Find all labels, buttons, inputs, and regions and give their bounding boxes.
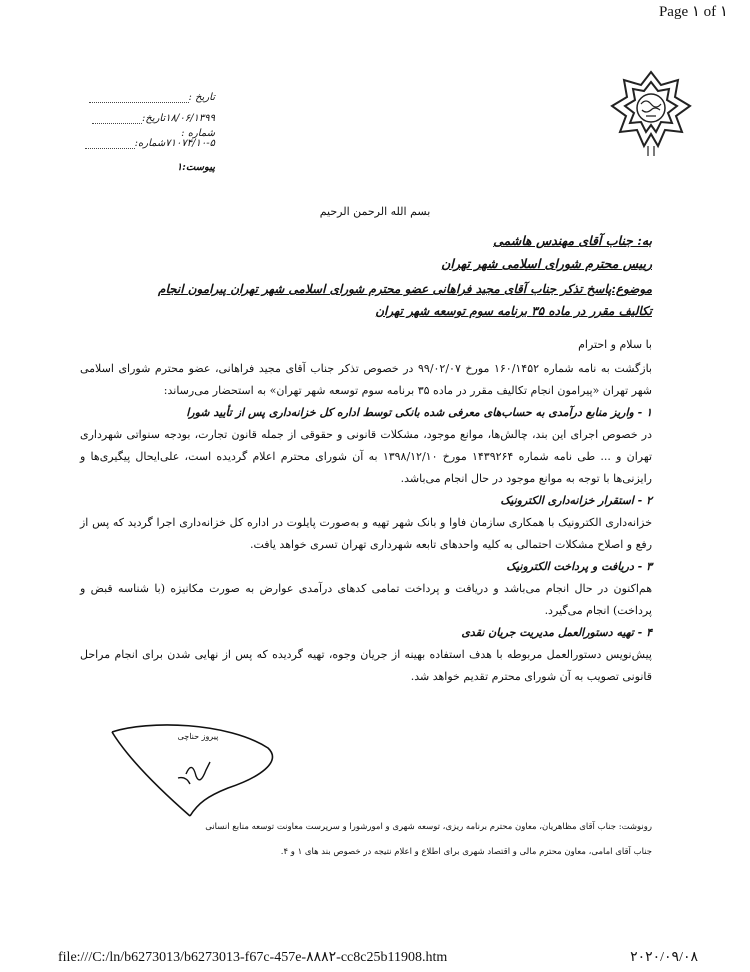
intro-paragraph: بازگشت به نامه شماره ۱۶۰/۱۴۵۲ مورخ ۹۹/۰۲/۰۷ در خصوص تذکر جناب آقای مجید فراهانی، عضو محترم شورای اسلامی شهر تهران «پیرامون انجام تکالیف مقرر در ماده ۳۵ برنامه سوم توسعه شهر تهران» به استحضار می‌رساند: [80, 362, 652, 397]
file-path: file:///C:/ln/b6273013/b6273013-f67c-457e-۸۸۸۲-cc8c25b11908.htm [58, 950, 448, 965]
date-label [85, 92, 215, 103]
date-dots [89, 102, 189, 103]
number-label-text: شماره : [181, 128, 215, 139]
section-1-heading: ۱ - واریز منابع درآمدی به حساب‌های معرفی شده بانکی توسط اداره کل خزانه‌داری پس از تأیید شورا [186, 406, 652, 419]
greeting: با سلام و احترام [578, 338, 652, 351]
number-value: ۷۱۰۷۴/۱۰-۵شماره: [134, 138, 215, 149]
date-label-text: تاریخ : [188, 92, 215, 103]
date-value: ۱۸/۰۶/۱۳۹۹تاریخ: [142, 113, 215, 124]
section-2-heading: ۲ - استقرار خزانه‌داری الکترونیک [500, 494, 652, 507]
subject-line1: موضوع:پاسخ تذکر جناب آقای مجید فراهانی عضو محترم شورای اسلامی شهر تهران پیرامون انجام [158, 282, 652, 296]
date-field [88, 113, 215, 124]
section-3-text: هم‌اکنون در حال انجام می‌باشد و دریافت و پرداخت تمامی کدهای درآمدی عوارض به صورت مکانیزه (با شناسه قبض و پرداخت) انجام می‌گیرد. [80, 582, 652, 617]
date-value-dots [92, 123, 142, 124]
letter-body [80, 334, 652, 688]
section-3-heading: ۳ - دریافت و پرداخت الکترونیک [506, 560, 652, 573]
cc-line2: جناب آقای امامی، معاون محترم مالی و اقتصاد شهری برای اطلاع و اعلام نتیجه در خصوص بند های ۱ و ۴. [280, 847, 652, 857]
page-number: Page ۱ of ۱ [658, 4, 728, 20]
section-2-text: خزانه‌داری الکترونیک با همکاری سازمان فاوا و بانک شهر تهیه و به‌صورت پایلوت در اداره کل خزانه‌داری اجرا گردید که پس از رفع و اصلاح مشکلات احتمالی به کلیه واحدهای تابعه شهرداری تهران تسری خواهد یافت. [80, 516, 652, 551]
bismillah: بسم الله الرحمن الرحیم [319, 205, 431, 218]
attachment-field: پیوست:۱ [176, 162, 215, 173]
addressee-line1: به: جناب آقای مهندس هاشمی [493, 233, 652, 248]
section-1-text: در خصوص اجرای این بند، چالش‌ها، موانع موجود، مشکلات قانونی و حقوقی از جمله قانون تجارت، بودجه سنواتی شهرداری تهران و ... طی نامه شماره ۱۴۳۹۲۶۴ مورخ ۱۳۹۸/۱۲/۱۰ به آن شورای محترم اعلام گردیده است، علی‌ایحال پیگیری‌ها و رایزنی‌ها با توجه به موانع موجود در حال انجام می‌باشد. [80, 428, 653, 485]
signatory-name: پیروز حناچی [177, 732, 219, 741]
signature-block [108, 718, 283, 818]
subject-line2: تکالیف مقرر در ماده ۳۵ برنامه سوم توسعه شهر تهران [375, 304, 652, 318]
addressee-line2: رییس محترم شورای اسلامی شهر تهران [441, 256, 652, 271]
section-4-text: پیش‌نویس دستورالعمل مربوطه با هدف استفاده بهینه از جریان وجوه، تهیه گردیده که پس از نهایی شدن برای انجام مراحل قانونی تصویب به آن شورای محترم تقدیم خواهد شد. [80, 648, 652, 683]
number-field [81, 138, 215, 149]
section-4-heading: ۴ - تهیه دستورالعمل مدیریت جریان نقدی [461, 626, 652, 639]
cc-line1: رونوشت: جناب آقای مظاهریان، معاون محترم برنامه ریزی، توسعه شهری و امورشورا و سرپرست معاونت توسعه منابع انسانی [205, 822, 652, 832]
print-date: ۲۰۲۰/۰۹/۰۸ [630, 950, 698, 965]
number-value-dots [85, 148, 135, 149]
municipality-emblem-logo [608, 68, 694, 160]
